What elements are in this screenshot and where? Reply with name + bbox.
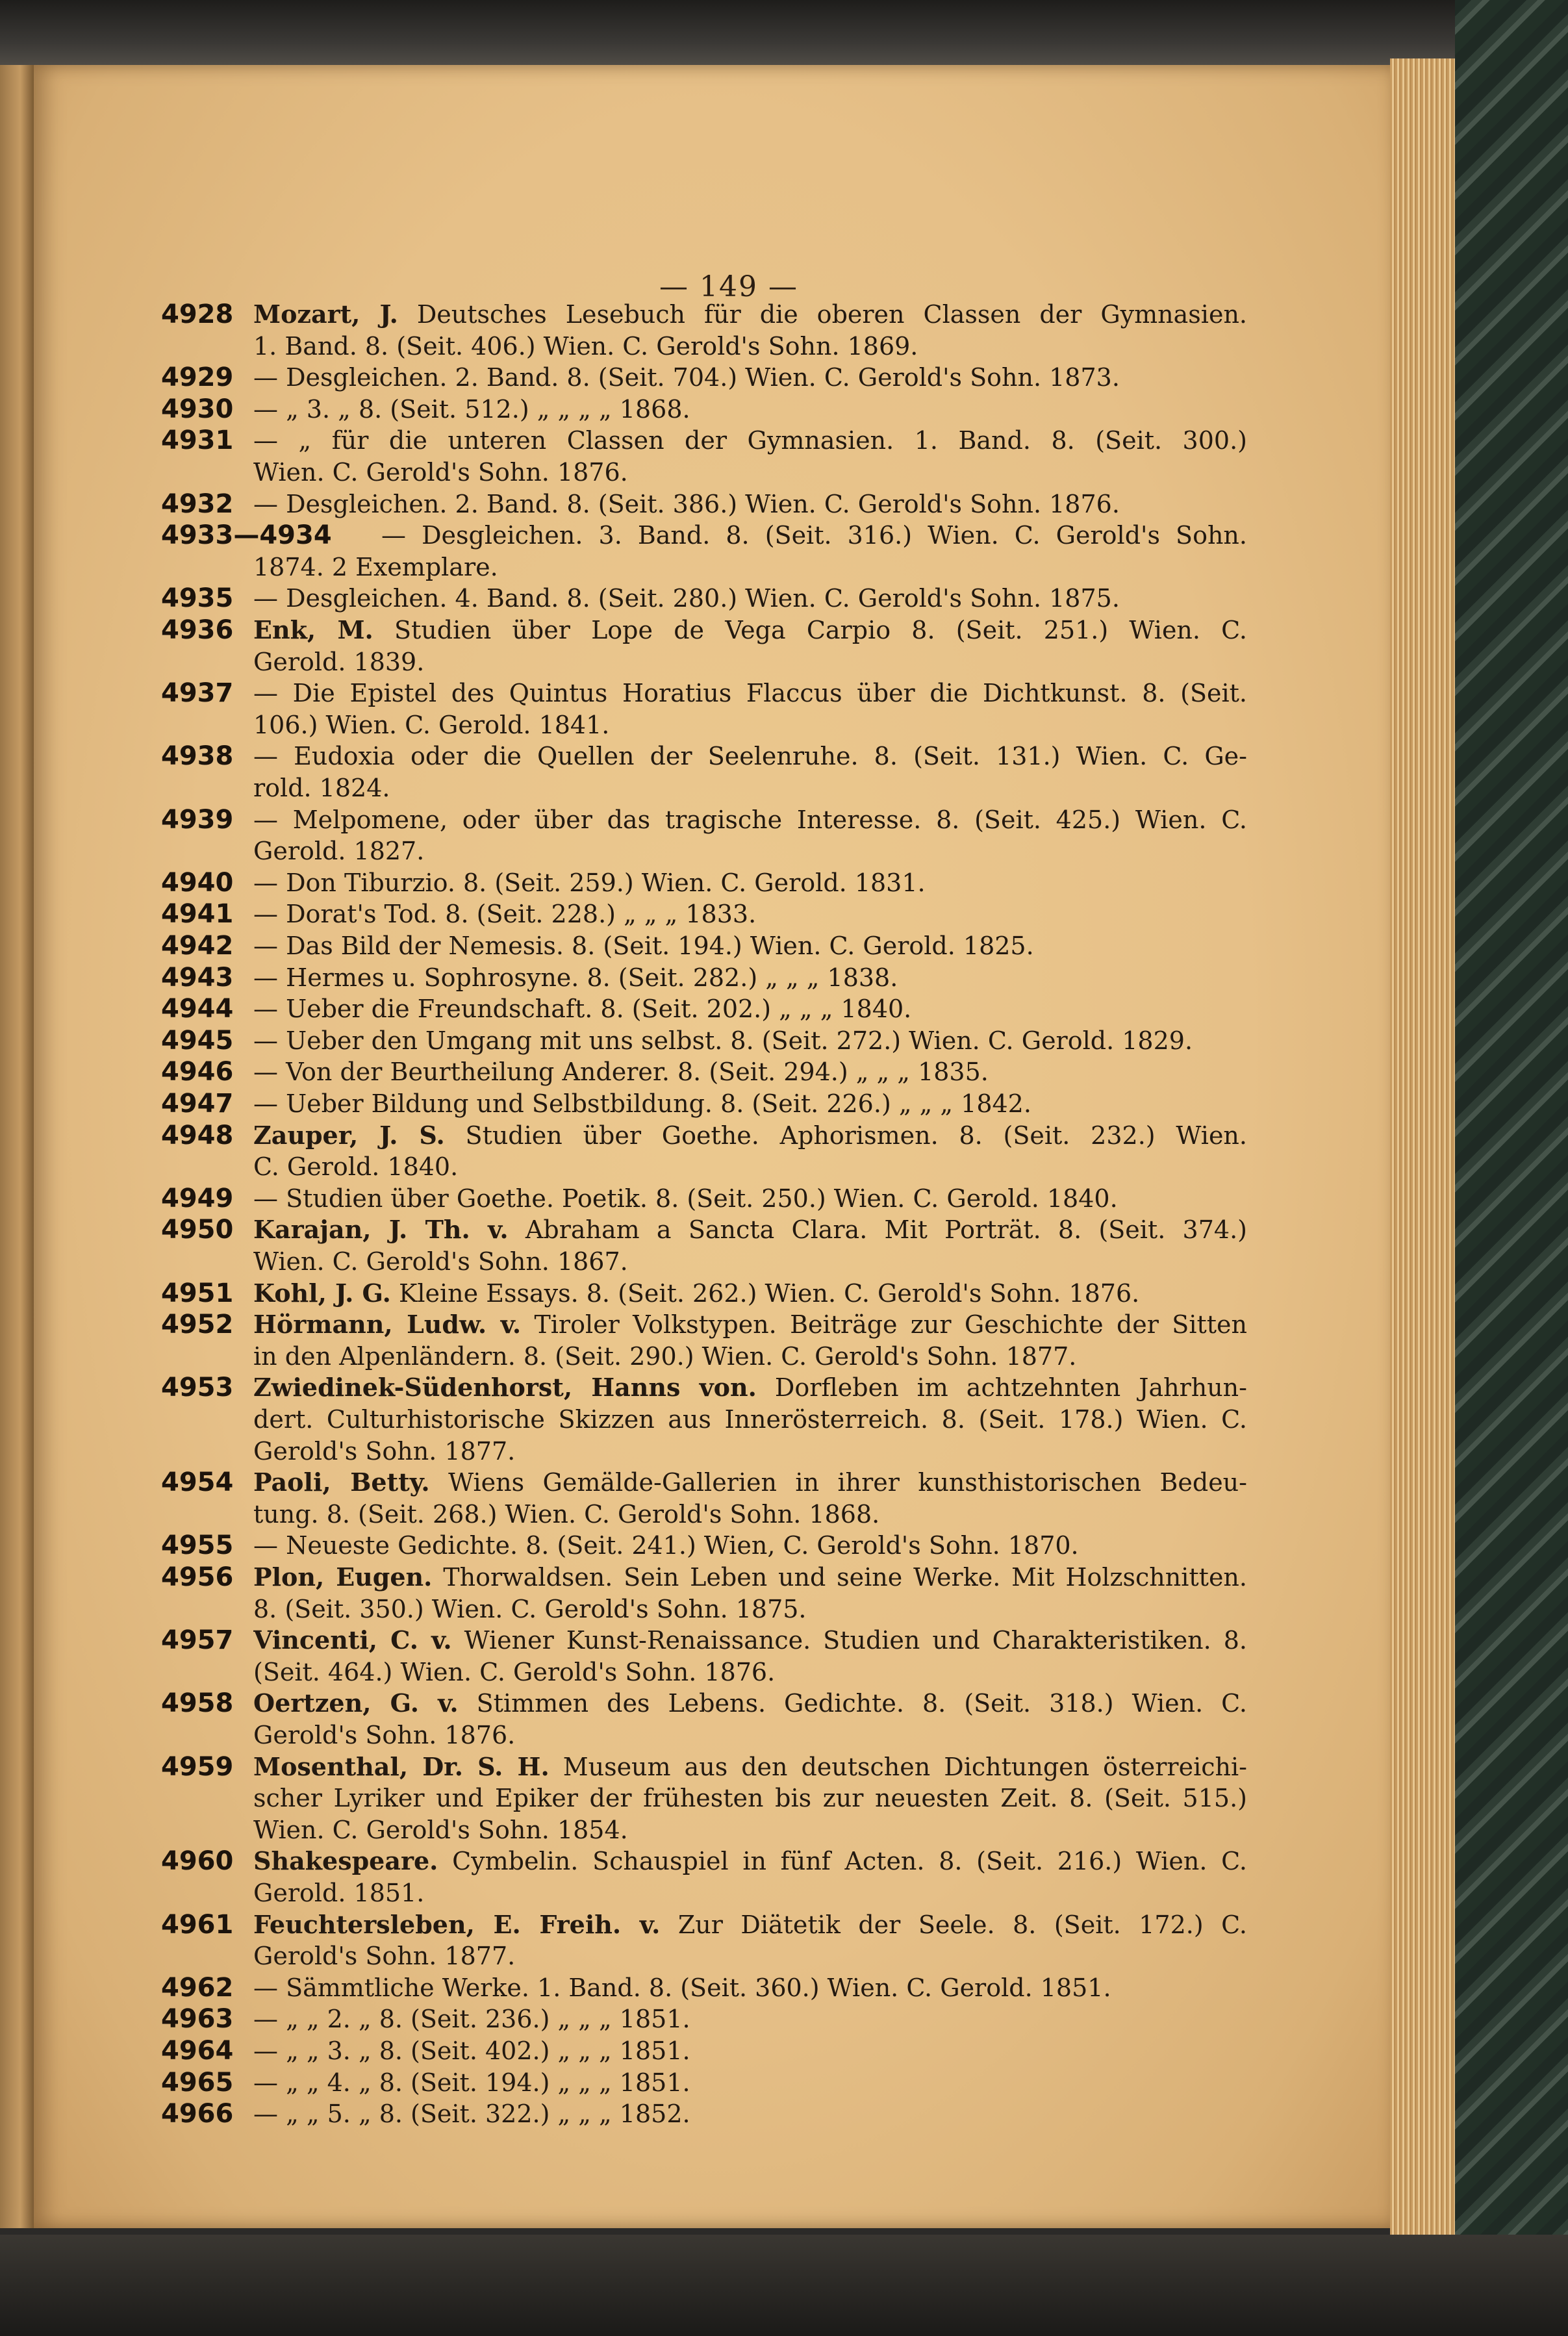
entry-text: Cymbelin. Schauspiel in fünf Acten. 8. (Seit. 216.) Wien. C. — [452, 1847, 1247, 1876]
entry-text: — Desgleichen. 4. Band. 8. (Seit. 280.) Wien. C. Gerold's Sohn. 1875. — [253, 584, 1120, 613]
entry-line — [253, 1562, 1247, 1593]
entry-text: — Das Bild der Nemesis. 8. (Seit. 194.) Wien. C. Gerold. 1825. — [253, 932, 1034, 960]
entry-text: Studien über Goethe. Aphorismen. 8. (Seit. 232.) Wien. — [465, 1121, 1247, 1150]
entry-text: Gerold's Sohn. 1876. — [253, 1721, 516, 1749]
entry-line — [253, 1625, 1247, 1656]
entry-line — [253, 1467, 1247, 1498]
entry-line — [253, 1278, 1247, 1309]
entry-number: 4940 — [161, 867, 234, 898]
entry-number: 4931 — [161, 425, 234, 456]
entry-number: 4951 — [161, 1278, 234, 1308]
entry-number: 4937 — [161, 678, 234, 709]
entry-line — [253, 709, 1247, 741]
entry-text: — „ „ 2. „ 8. (Seit. 236.) „ „ „ 1851. — [253, 2005, 690, 2034]
entry-author: Feuchtersleben, E. Freih. v. — [253, 1909, 661, 1939]
entry-number: 4946 — [161, 1057, 234, 1087]
entry-text: — Ueber Bildung und Selbstbildung. 8. (Seit. 226.) „ „ „ 1842. — [253, 1089, 1031, 1118]
entry-number: 4955 — [161, 1530, 234, 1561]
entry-text: Wien. C. Gerold's Sohn. 1876. — [253, 458, 628, 487]
entry-number: 4963 — [161, 2004, 234, 2035]
entry-line — [253, 2035, 1247, 2066]
entry-author: Paoli, Betty. — [253, 1467, 430, 1497]
entry-line — [253, 1372, 1247, 1403]
entry-author: Mozart, J. — [253, 299, 398, 329]
entry-line — [253, 962, 1247, 993]
entry-number: 4933—4934 — [161, 520, 332, 551]
entry-line — [253, 1751, 1247, 1783]
entry-line — [253, 1341, 1247, 1372]
entry-text: — „ „ 4. „ 8. (Seit. 194.) „ „ „ 1851. — [253, 2068, 690, 2097]
entry-text: C. Gerold. 1840. — [253, 1152, 459, 1182]
entry-line — [253, 867, 1247, 898]
entry-text: — Melpomene, oder über das tragische Interesse. 8. (Seit. 425.) Wien. C. — [253, 805, 1247, 834]
entry-text: Abraham a Sancta Clara. Mit Porträt. 8. (Seit. 374.) — [525, 1215, 1247, 1245]
entry-line — [253, 678, 1247, 709]
entry-line — [253, 772, 1247, 804]
entry-line — [253, 1404, 1247, 1435]
entry-line — [253, 930, 1247, 961]
entry-text: Zur Diätetik der Seele. 8. (Seit. 172.) C. — [677, 1910, 1247, 1939]
entry-number: 4960 — [161, 1846, 234, 1877]
entry-number: 4949 — [161, 1183, 234, 1213]
entry-text: Wiens Gemälde-Gallerien in ihrer kunsthistorischen Bedeu- — [448, 1468, 1247, 1497]
book-cover-bottom — [0, 2235, 1568, 2336]
entry-number: 4945 — [161, 1025, 234, 1056]
entry-line — [253, 1120, 1247, 1151]
entry-line — [253, 1151, 1247, 1182]
entry-number: 4943 — [161, 962, 234, 993]
entry-number: 4950 — [161, 1215, 234, 1245]
entry-author: Oertzen, G. v. — [253, 1688, 459, 1718]
entry-author: Shakespeare. — [253, 1846, 438, 1876]
entry-line — [253, 1088, 1247, 1119]
entry-text: Gerold's Sohn. 1877. — [253, 1942, 516, 1971]
entry-line — [253, 993, 1247, 1024]
book-page — [34, 65, 1398, 2228]
entry-text: — Ueber die Freundschaft. 8. (Seit. 202.) „ „ „ 1840. — [253, 995, 912, 1024]
book-cover-right — [1455, 0, 1568, 2336]
entry-text: 8. (Seit. 350.) Wien. C. Gerold's Sohn. 1875. — [253, 1594, 807, 1623]
page-number: — 149 — — [659, 270, 798, 303]
entry-author: Zauper, J. S. — [253, 1120, 445, 1150]
entry-line — [253, 1814, 1247, 1846]
entry-number: 4939 — [161, 804, 234, 835]
entry-text: — Don Tiburzio. 8. (Seit. 259.) Wien. C. Gerold. 1831. — [253, 868, 926, 897]
entry-text: 106.) Wien. C. Gerold. 1841. — [253, 710, 610, 739]
entry-author: Mosenthal, Dr. S. H. — [253, 1751, 550, 1781]
entry-number: 4959 — [161, 1751, 234, 1782]
entry-text: — Studien über Goethe. Poetik. 8. (Seit. 250.) Wien. C. Gerold. 1840. — [253, 1184, 1118, 1213]
entry-line — [253, 1909, 1247, 1940]
entry-text: — „ 3. „ 8. (Seit. 512.) „ „ „ „ 1868. — [253, 394, 690, 424]
entry-text: Dorfleben im achtzehnten Jahrhun- — [774, 1373, 1247, 1403]
entry-text: Tiroler Volkstypen. Beiträge zur Geschichte der Sitten — [534, 1310, 1247, 1339]
entry-text: — Eudoxia oder die Quellen der Seelenruhe. 8. (Seit. 131.) Wien. C. Ge- — [253, 742, 1247, 771]
entry-line — [253, 1214, 1247, 1245]
entry-text: Stimmen des Lebens. Gedichte. 8. (Seit. 318.) Wien. C. — [476, 1689, 1247, 1718]
entry-line — [381, 520, 1247, 551]
entry-text: Wiener Kunst-Renaissance. Studien und Charakteristiken. 8. — [464, 1626, 1247, 1655]
entry-number: 4964 — [161, 2036, 234, 2066]
entry-line — [253, 898, 1247, 930]
entry-text: tung. 8. (Seit. 268.) Wien. C. Gerold's Sohn. 1868. — [253, 1499, 880, 1529]
entry-number: 4930 — [161, 394, 234, 424]
entry-text: — Sämmtliche Werke. 1. Band. 8. (Seit. 360.) Wien. C. Gerold. 1851. — [253, 1973, 1111, 2002]
entry-line — [253, 646, 1247, 678]
entry-line — [253, 1688, 1247, 1719]
entry-line — [253, 1530, 1247, 1561]
entry-line — [253, 1246, 1247, 1277]
entry-line — [253, 583, 1247, 614]
entry-text: Gerold's Sohn. 1877. — [253, 1436, 516, 1466]
entry-number: 4947 — [161, 1089, 234, 1119]
entry-number: 4932 — [161, 489, 234, 519]
entry-text: 1874. 2 Exemplare. — [253, 552, 498, 581]
entry-line — [253, 1877, 1247, 1909]
entry-line — [253, 299, 1247, 330]
entry-number: 4952 — [161, 1310, 234, 1340]
entry-author: Plon, Eugen. — [253, 1562, 433, 1592]
entry-text: — „ für die unteren Classen der Gymnasien. 1. Band. 8. (Seit. 300.) — [253, 426, 1247, 455]
entry-line — [253, 804, 1247, 835]
entry-author: Karajan, J. Th. v. — [253, 1215, 509, 1245]
entry-author: Kohl, J. G. — [253, 1278, 391, 1308]
entry-line — [253, 489, 1247, 520]
entry-line — [253, 1436, 1247, 1467]
entry-line — [253, 394, 1247, 425]
entry-number: 4936 — [161, 615, 234, 645]
entry-number: 4961 — [161, 1909, 234, 1940]
entry-text: — Desgleichen. 2. Band. 8. (Seit. 386.) Wien. C. Gerold's Sohn. 1876. — [253, 489, 1120, 518]
entry-line — [253, 835, 1247, 867]
entry-number: 4935 — [161, 583, 234, 614]
entry-line — [253, 741, 1247, 772]
entry-text: Gerold. 1851. — [253, 1879, 425, 1907]
book-cover-top — [0, 0, 1568, 71]
page-block-edges — [1390, 58, 1455, 2235]
entry-number: 4942 — [161, 931, 234, 961]
entry-text: rold. 1824. — [253, 774, 390, 802]
entry-line — [253, 1940, 1247, 1972]
previous-page-edge — [0, 65, 34, 2228]
entry-text: Wien. C. Gerold's Sohn. 1854. — [253, 1815, 628, 1844]
entry-text: (Seit. 464.) Wien. C. Gerold's Sohn. 1876. — [253, 1657, 776, 1686]
entry-text: — Ueber den Umgang mit uns selbst. 8. (Seit. 272.) Wien. C. Gerold. 1829. — [253, 1026, 1193, 1055]
entry-text: 1. Band. 8. (Seit. 406.) Wien. C. Gerold's Sohn. 1869. — [253, 331, 918, 361]
entry-text: — „ „ 3. „ 8. (Seit. 402.) „ „ „ 1851. — [253, 2037, 690, 2065]
entry-author: Enk, M. — [253, 615, 373, 644]
entry-line — [253, 1499, 1247, 1530]
entry-text: — Von der Beurtheilung Anderer. 8. (Seit. 294.) „ „ „ 1835. — [253, 1058, 989, 1087]
entry-number: 4954 — [161, 1467, 234, 1498]
entry-number: 4941 — [161, 899, 234, 930]
entry-line — [253, 362, 1247, 393]
entry-text: Kleine Essays. 8. (Seit. 262.) Wien. C. Gerold's Sohn. 1876. — [398, 1278, 1140, 1308]
entry-line — [253, 1720, 1247, 1751]
entry-text: in den Alpenländern. 8. (Seit. 290.) Wien. C. Gerold's Sohn. 1877. — [253, 1341, 1077, 1371]
entry-line — [253, 2067, 1247, 2098]
entry-line — [253, 1183, 1247, 1214]
entry-line — [253, 425, 1247, 456]
entry-number: 4965 — [161, 2067, 234, 2098]
entry-number: 4929 — [161, 362, 234, 393]
entry-text: scher Lyriker und Epiker der frühesten bis zur neuesten Zeit. 8. (Seit. 515.) — [253, 1784, 1247, 1813]
entry-line — [253, 1783, 1247, 1814]
entry-line — [253, 1657, 1247, 1688]
entry-text: Museum aus den deutschen Dichtungen österreichi- — [563, 1752, 1247, 1781]
catalog-entries — [34, 65, 1424, 2228]
entry-number: 4958 — [161, 1688, 234, 1719]
entry-text: — Desgleichen. 2. Band. 8. (Seit. 704.) Wien. C. Gerold's Sohn. 1873. — [253, 363, 1120, 392]
entry-text: Deutsches Lesebuch für die oberen Classen der Gymnasien. — [416, 300, 1247, 329]
entry-line — [253, 1056, 1247, 1087]
entry-text: Gerold. 1827. — [253, 837, 425, 866]
entry-author: Hörmann, Ludw. v. — [253, 1310, 522, 1339]
entry-number: 4957 — [161, 1625, 234, 1656]
entry-author: Vincenti, C. v. — [253, 1625, 452, 1655]
entry-line — [253, 2003, 1247, 2035]
entry-line — [253, 552, 1247, 583]
entry-number: 4953 — [161, 1373, 234, 1403]
entry-line — [253, 1309, 1247, 1340]
entry-text: Thorwaldsen. Sein Leben und seine Werke. Mit Holzschnitten. — [443, 1563, 1247, 1592]
entry-text: Wien. C. Gerold's Sohn. 1867. — [253, 1247, 628, 1276]
entry-text: — Die Epistel des Quintus Horatius Flaccus über die Dichtkunst. 8. (Seit. — [253, 679, 1247, 708]
entry-text: Studien über Lope de Vega Carpio 8. (Seit. 251.) Wien. C. — [394, 616, 1247, 644]
entry-line — [253, 1972, 1247, 2003]
entry-line — [253, 2098, 1247, 2129]
entry-number: 4962 — [161, 1972, 234, 2003]
entry-number: 4956 — [161, 1562, 234, 1592]
entry-number: 4938 — [161, 741, 234, 772]
entry-number: 4944 — [161, 994, 234, 1024]
entry-line — [253, 331, 1247, 362]
entry-text: — Neueste Gedichte. 8. (Seit. 241.) Wien, C. Gerold's Sohn. 1870. — [253, 1531, 1079, 1560]
entry-number: 4966 — [161, 2099, 234, 2129]
entry-text: Gerold. 1839. — [253, 647, 425, 676]
entry-text: — „ „ 5. „ 8. (Seit. 322.) „ „ „ 1852. — [253, 2100, 690, 2129]
entry-line — [253, 457, 1247, 488]
entry-text: — Dorat's Tod. 8. (Seit. 228.) „ „ „ 1833. — [253, 900, 757, 929]
entry-number: 4928 — [161, 299, 234, 329]
entry-text: dert. Culturhistorische Skizzen aus Innerösterreich. 8. (Seit. 178.) Wien. C. — [253, 1405, 1247, 1434]
entry-line — [253, 1846, 1247, 1877]
entry-text: — Hermes u. Sophrosyne. 8. (Seit. 282.) „ „ „ 1838. — [253, 963, 898, 992]
entry-line — [253, 615, 1247, 646]
entry-number: 4948 — [161, 1120, 234, 1150]
entry-text: — Desgleichen. 3. Band. 8. (Seit. 316.) Wien. C. Gerold's Sohn. — [381, 521, 1247, 550]
entry-line — [253, 1025, 1247, 1056]
entry-line — [253, 1593, 1247, 1625]
entry-author: Zwiedinek-Südenhorst, Hanns von. — [253, 1373, 757, 1403]
